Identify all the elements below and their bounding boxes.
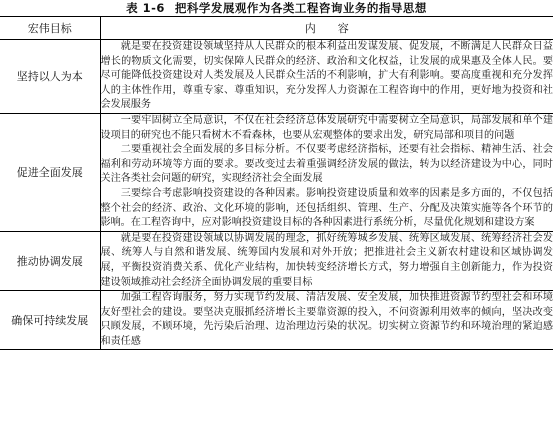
table-title: 把科学发展观作为各类工程咨询业务的指导思想 [174,1,427,15]
row-goal: 坚持以人为本 [0,40,100,114]
content-paragraph: 一要牢固树立全局意识，不仅在社会经济总体发展研究中需要树立全局意识，局部发展和单个建设项目的研究也不能只看树木不看森林，也要从宏观整体的要求出发，研究局部和项目的问题 [100,114,553,141]
guidance-table [0,16,553,350]
table-caption [0,0,553,16]
row-content [100,291,553,350]
row-content [100,231,553,290]
table-row [0,291,553,350]
table-number: 表 1-6 [126,1,165,15]
row-goal: 促进全面发展 [0,113,100,231]
content-paragraph: 就是要在投资建设领域以协调发展的理念，抓好统筹城乡发展、统筹区域发展、统筹经济社会发展、统筹人与自然和谐发展、统筹国内发展和对外开放；把推进社会主义新农村建设和区域协调发展，平衡投资消费关系、优化产业结构，加快转变经济增长方式，努力增强自主创新能力，作为投资建设领域推动社会经济全面协调发展的重要目标 [100,232,553,288]
row-content [100,40,553,114]
header-goal: 宏伟目标 [0,17,100,40]
header-content: 内 容 [100,17,553,40]
table-row [0,113,553,231]
row-goal: 确保可持续发展 [0,291,100,350]
table-row [0,231,553,290]
content-paragraph: 就是要在投资建设领域坚持从人民群众的根本利益出发谋发展、促发展，不断满足人民群众日益增长的物质文化需要，切实保障人民群众的经济、政治和文化权益，让发展的成果惠及全体人民。要尽可能降低投资建设对人类发展及人民群众生活的不利影响，扩大有利影响。要高度重视和充分发挥人的主体性作用，尊重专家、尊重知识，充分发挥人力资源在工程咨询中的作用，更好地为投资和社会发展服务 [100,41,553,111]
row-content [100,113,553,231]
content-paragraph: 加强工程咨询服务，努力实现节约发展、清洁发展、安全发展，加快推进资源节约型社会和环境友好型社会的建设。要坚决克服抓经济增长主要靠资源的投入，不问资源利用效率的倾向，坚决改变只顾发展，不顾环境，先污染后治理、边治理边污染的状况。切实树立资源节约和环境治理的紧迫感和责任感 [100,292,553,347]
content-paragraph: 二要重视社会全面发展的多目标分析。不仅要考虑经济指标，还要有社会指标、精神生活、社会福利和劳动环境等方面的要求。要改变过去着重强调经济发展的做法，转为以经济建设为中心，同时关注各类社会问题的研究，实现经济社会全面发展 [100,144,553,185]
table-header-row [0,17,553,40]
table-row [0,40,553,114]
row-goal: 推动协调发展 [0,231,100,290]
content-paragraph: 三要综合考虑影响投资建设的各种因素。影响投资建设质量和效率的因素是多方面的，不仅包括整个社会的经济、政治、文化环境的影响，还包括组织、管理、生产、分配及决策实施等各个环节的影响。在工程咨询中，应对影响投资建设目标的各种因素进行系统分析，尽量优化规划和建设方案 [100,187,553,229]
